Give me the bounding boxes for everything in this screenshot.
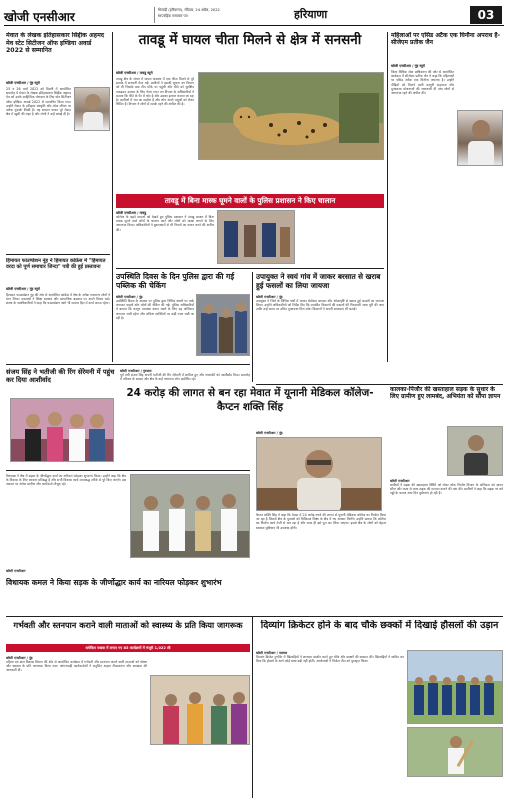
mothers-story bbox=[6, 620, 250, 798]
coconut-ceremony-photo bbox=[130, 474, 250, 558]
main-story bbox=[116, 32, 384, 192]
cjm-photo bbox=[457, 110, 503, 166]
checking-body: उपस्थिति दिवस के अवसर पर पुलिस द्वारा विभिन्न स्थानों पर नाके लगाकर वाहनों और लोगों की चेकिंग की गई। पुलिस अधिकारियों ने बताया कि कानून व्यवस्था बनाए रखने के लिए यह अभियान लगातार जारी रहेगा और संदिग्ध व्यक्तियों पर कड़ी नजर रखी जा रही है। bbox=[116, 299, 194, 320]
kalka-story bbox=[390, 386, 503, 526]
left-top-byline: खोजी एनसीआर / नूंह ब्यूरो bbox=[6, 81, 40, 85]
right-top-body: जिला विधिक सेवा प्राधिकरण की ओर से आयोजित कार्यक्रम में सीजेएम प्रतीक जैन ने कहा कि महिलाओं पर एसिड अटैक एक घिनौना अपराध है। उन्होंने पीड़ितों को मिलने वाली कानूनी सहायता और मुआवजा योजनाओं की जानकारी दी तथा लोगों से जागरूक रहने की अपील की। bbox=[391, 70, 454, 96]
farmer-headline: उपायुक्त ने स्वयं गांव में जाकर बरसात से खराब हुई फसलों का लिया जायजा bbox=[256, 272, 381, 290]
mothers-body: महिला एवं बाल विकास विभाग की ओर से आयोजित कार्यक्रम में गर्भवती और स्तनपान कराने वाली माताओं को पोषण और स्वास्थ्य के प्रति जागरूक किया गया। आंगनवाड़ी कार्यकर्ताओं ने संतुलित आहार टीकाकरण और स्वच्छता की जानकारी दी। bbox=[6, 660, 147, 673]
farmer-byline: खोजी एनसीआर / नूंह bbox=[256, 295, 283, 299]
vidhayak-story bbox=[6, 474, 250, 614]
anganwadi-photo bbox=[150, 675, 250, 745]
cricket-story bbox=[256, 620, 503, 798]
issue-date: भिवाड़ी (हरियाणा), रविवार, 24 अप्रैल, 2022 bbox=[158, 8, 220, 12]
right-top-story bbox=[391, 32, 503, 362]
masthead bbox=[4, 4, 504, 26]
mothers-banner-label: समेकित पखवा में लगाए गए 85 कार्यक्रमों में मंजूरी 1,022 ली bbox=[85, 646, 171, 650]
shakti-singh-photo bbox=[256, 437, 382, 511]
farmer-body: उपायुक्त ने जिले के विभिन्न गांवों में जाकर बेमौसम बरसात और ओलावृष्टि से खराब हुई फसलों का जायजा लिया। उन्होंने अधिकारियों को निर्देश दिए कि प्रभावित किसानों की फसलों की गिरदावरी जल्द पूरी की जाए ताकि उन्हें समय पर उचित मुआवजा मिल सके। किसानों ने अपनी समस्याएं भी बताईं। bbox=[256, 299, 384, 312]
brand-logo bbox=[4, 6, 84, 24]
cricket-headline: दिव्यांग क्रिकेटर होने के बाद चौके छक्कों में दिखाई हौसलों की उड़ान bbox=[260, 620, 499, 631]
left-mid-headline: हिमायत फाउण्डेशन नूंह ने हिमायत कांफ्रेंस में "हिमायत वरदा को पूर्ण समाचार जिन्दा" पत्री की हुई प्रस्तावना bbox=[6, 258, 106, 271]
right-top-byline: खोजी एनसीआर / नूंह ब्यूरो bbox=[391, 64, 425, 68]
vidhayak-body: विधायक ने क्षेत्र में सड़क के जीर्णोद्धार कार्य का नारियल फोड़कर शुभारंभ किया। उन्होंने कहा कि क्षेत्र के विकास के लिए सरकार प्रतिबद्ध है और सभी विकास कार्य समयबद्ध तरीके से पूरे किए जाएंगे। इस अवसर पर अनेक ग्रामीण और कार्यकर्ता मौजूद रहे। bbox=[6, 474, 126, 487]
banner-story bbox=[116, 210, 384, 268]
kalka-body: ग्रामीणों ने सड़क की खस्ताहाल स्थिति को लेकर लोक निर्माण विभाग के अभियंता को ज्ञापन सौंपा और जल्द से जल्द सड़क की मरम्मत कराने की मांग की। ग्रामीणों ने कहा कि सड़क पर बने गड्ढों के कारण आए दिन दुर्घटनाएं हो रही हैं। bbox=[390, 483, 503, 496]
banner-byline: खोजी एनसीआर / तावडू bbox=[116, 211, 147, 215]
mothers-banner bbox=[6, 644, 250, 652]
left-mid-body: हिमायत फाउण्डेशन नूंह की ओर से आयोजित कांफ्रेंस में क्षेत्र के अनेक गणमान्य लोगों ने भाग लिया। वक्ताओं ने शिक्षा स्वास्थ्य और सामाजिक बदलाव पर अपने विचार रखे। संस्था के पदाधिकारियों ने कहा कि फाउण्डेशन आगे भी समाज हित में कार्य करता रहेगा। bbox=[6, 293, 110, 306]
issue-info bbox=[154, 7, 304, 23]
sanjay-body: पूर्व मंत्री संजय सिंह अपनी भतीजी की रिंग सेरेमनी में शामिल हुए और नवदंपति को आशीर्वाद दिया। समारोह में परिवार के सदस्य और क्षेत्र के कई गणमान्य लोग उपस्थित रहे। bbox=[120, 373, 250, 382]
vidhayak-byline: खोजी एनसीआर bbox=[6, 569, 26, 573]
banner-headline: तावडू में बिना मास्क घूमने वालों के पुलिस प्रशासन ने किए चालान bbox=[164, 196, 336, 205]
kalka-photo bbox=[447, 426, 503, 476]
mothers-byline: खोजी एनसीआर / नूंह bbox=[6, 656, 33, 660]
college-body: कैप्टन शक्ति सिंह ने कहा कि मेवात में 24 करोड़ रुपये की लागत से यूनानी मेडिकल कॉलेज का निर्माण किया जा रहा है जिससे क्षेत्र के युवाओं को चिकित्सा शिक्षा के क्षेत्र में नए अवसर मिलेंगे। उन्होंने बताया कि कॉलेज का निर्माण कार्य तेजी से चल रहा है और जल्द ही इसे पूरा कर लिया जाएगा। इससे क्षेत्र के लोगों को बेहतर स्वास्थ्य सुविधाएं भी उपलब्ध होंगी। bbox=[256, 513, 386, 530]
checking-byline: खोजी एनसीआर / नूंह bbox=[116, 295, 143, 299]
college-byline: खोजी एनसीआर / नूंह bbox=[256, 431, 283, 435]
author-portrait-photo bbox=[74, 87, 110, 131]
main-body-continued bbox=[198, 162, 384, 190]
section-name: हरियाणा bbox=[294, 8, 328, 21]
farmer-story bbox=[256, 272, 384, 382]
cricket-team-photo bbox=[407, 650, 503, 724]
main-headline: तावडू में घायल चीता मिलने से क्षेत्र में सनसनी bbox=[138, 32, 362, 48]
main-byline: खोजी एनसीआर / तावडू ब्यूरो bbox=[116, 71, 153, 75]
page-number: 03 bbox=[470, 6, 502, 24]
cricket-byline: खोजी एनसीआर / पलवल bbox=[256, 651, 288, 655]
kalka-byline: खोजी एनसीआर bbox=[390, 479, 410, 483]
main-body: तावडू क्षेत्र के जंगल में घायल अवस्था में एक चीता मिलने से पूरे इलाके में सनसनी फैल गई। ग्रामीणों ने इसकी सूचना वन विभाग को दी जिसके बाद टीम मौके पर पहुंची और चीते को सुरक्षित पकड़कर उपचार के लिए भेजा गया। वन विभाग के अधिकारियों ने बताया कि चीते के पैर में चोट है और उसका इलाज कराया जा रहा है। ग्रामीणों में भय का माहौल है और लोग अपने पशुओं को लेकर चिंतित हैं। विभाग ने लोगों से सतर्क रहने की अपील की है। bbox=[116, 77, 194, 107]
left-mid-byline: खोजी एनसीआर / नूंह ब्यूरो bbox=[6, 287, 40, 291]
kalka-headline: कालका-पिंजौर की खस्ताहाल सड़क के सुधार के लिए ग्रामीण हुए लामबंद, अभियंता को सौंपा ज्ञापन bbox=[390, 386, 501, 401]
checking-headline: उपस्थिति दिवस के दिन पुलिस द्वारा की गई पब्लिक की चेकिंग bbox=[116, 272, 235, 291]
college-headline: 24 करोड़ की लागत से बन रहा मेवात में यूनानी मेडिकल कॉलेज-कैप्टन शक्ति सिंह bbox=[126, 387, 374, 413]
cricket-body: दिव्यांग क्रिकेट टूर्नामेंट में खिलाड़ियों ने शानदार प्रदर्शन करते हुए चौके और छक्कों की बरसात की। खिलाड़ियों ने साबित कर दिया कि हौसले के आगे कोई बाधा बड़ी नहीं होती। आयोजकों ने विजेता टीम को पुरस्कृत किया। bbox=[256, 655, 404, 664]
right-top-headline: महिलाओं पर एसिड अटैक एक घिनौना अपराध है-सीजेएम प्रतीक जैन bbox=[391, 32, 501, 47]
banner-headline-bar bbox=[116, 194, 384, 208]
left-mid-story bbox=[6, 258, 110, 370]
sanjay-byline: खोजी एनसीआर / गुरुग्राम bbox=[120, 369, 152, 373]
cricket-action-photo bbox=[407, 727, 503, 777]
vidhayak-headline: विधायक कमल ने किया सड़क के जीर्णोद्धार कार्य का नारियल फोड़कर शुभारंभ bbox=[6, 578, 222, 587]
sanjay-headline: संजय सिंह ने भतीजी की रिंग सेरेमनी में पहुंच कर दिया आशीर्वाद bbox=[6, 368, 115, 385]
ring-ceremony-photo bbox=[10, 398, 114, 462]
left-top-headline: मेवात के लेखक इतिहासकार सिद्दीक अहमद मेव स्टेट सिटीजन ऑफ इण्डिया अवार्ड 2022 से सम्मानित bbox=[6, 32, 105, 55]
mothers-headline: गर्भवती और स्तनपान कराने वाली माताओं को स्वास्थ्य के प्रति किया जागरूक bbox=[13, 620, 243, 630]
checking-photo bbox=[196, 294, 250, 356]
challan-photo bbox=[217, 210, 295, 264]
checking-story bbox=[116, 272, 250, 362]
banner-body: कोरोना के बढ़ते मामलों को देखते हुए पुलिस प्रशासन ने तावडू बाजार में बिना मास्क घूमने वाले लोगों के चालान काटे और लोगों को मास्क लगाने के लिए जागरूक किया। अधिकारियों ने दुकानदारों से भी नियमों का पालन करने की अपील की। bbox=[116, 215, 214, 232]
brand-name: खोजी एनसीआर bbox=[4, 10, 75, 24]
cheetah-photo bbox=[198, 72, 384, 160]
left-top-story bbox=[6, 32, 110, 252]
left-top-body: 25 व 26 मार्च 2022 को दिल्ली में आयोजित समारोह में मेवात के लेखक इतिहासकार सिद्दीक अहमद मेव को उनके साहित्यिक योगदान के लिए स्टेट सिटीजन ऑफ इण्डिया अवार्ड 2022 से सम्मानित किया गया। उन्होंने मेवात के इतिहास संस्कृति और लोक जीवन पर अनेक पुस्तकें लिखी हैं। यह सम्मान पाकर पूरे मेवात क्षेत्र में खुशी की लहर है और लोगों ने उन्हें बधाई दी है। bbox=[6, 87, 71, 117]
issue-type: साप्ताहिक समाचार पत्र bbox=[158, 14, 188, 18]
college-headline-block bbox=[116, 386, 384, 426]
college-story bbox=[256, 430, 386, 610]
banner-body-extra bbox=[298, 210, 384, 264]
